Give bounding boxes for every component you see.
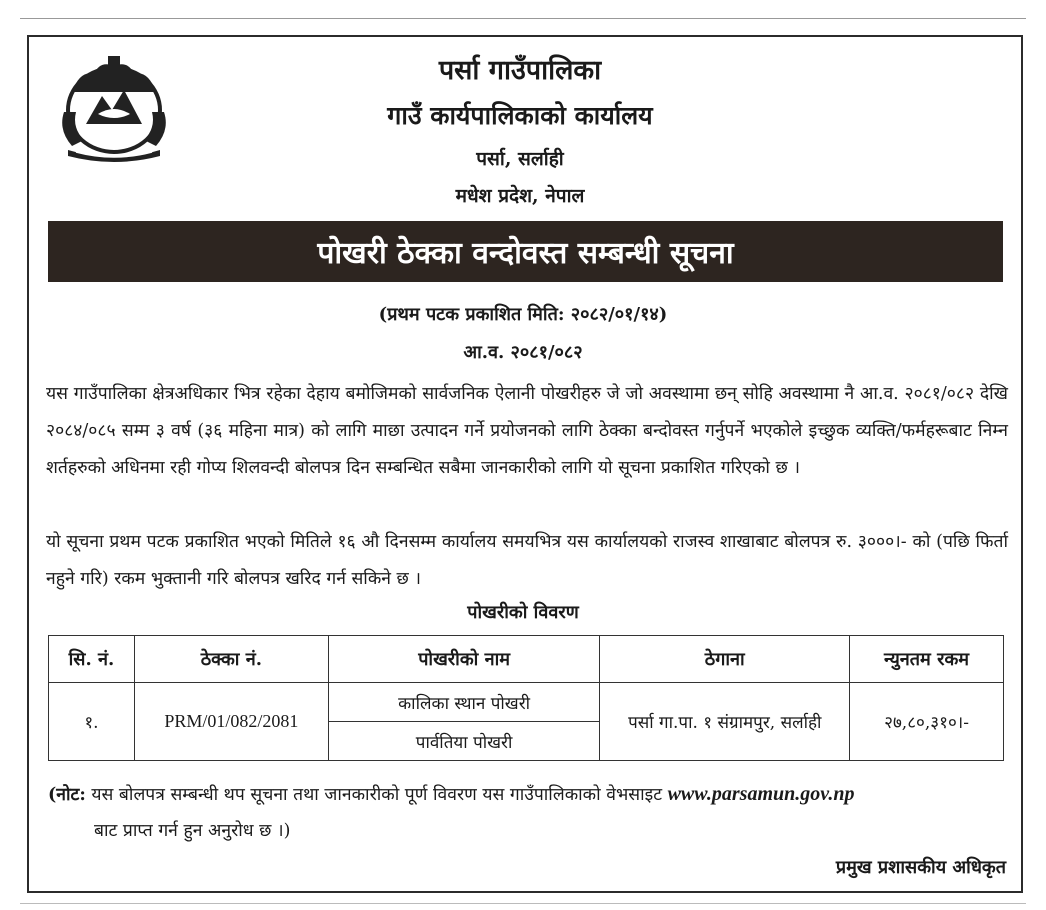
note-text-1: यस बोलपत्र सम्बन्धी थप सूचना तथा जानकारीको पूर्ण विवरण यस गाउँपालिकाको वेभसाइट xyxy=(85,785,668,805)
province-country: मधेश प्रदेश, नेपाल xyxy=(455,185,585,207)
table-row xyxy=(49,683,1004,722)
cell-pond-1: कालिका स्थान पोखरी xyxy=(328,683,600,722)
notice-title: पोखरी ठेक्का वन्दोवस्त सम्बन्धी सूचना xyxy=(317,236,734,271)
cell-pond-2: पार्वतिया पोखरी xyxy=(328,722,600,761)
signatory-title: प्रमुख प्रशासकीय अधिकृत xyxy=(835,857,1006,878)
website-link[interactable]: www.parsamun.gov.np xyxy=(667,783,855,805)
header-min-amount: न्युनतम रकम xyxy=(850,636,1004,683)
cell-address: पर्सा गा.पा. १ संग्रामपुर, सर्लाही xyxy=(600,683,850,761)
cell-contract-no: PRM/01/082/2081 xyxy=(134,683,328,761)
table-caption: पोखरीको विवरण xyxy=(467,602,579,623)
bottom-rule xyxy=(20,903,1026,904)
paragraph-1: यस गाउँपालिका क्षेत्रअधिकार भित्र रहेका देहाय बमोजिमको सार्वजनिक ऐलानी पोखरीहरु जे जो अवस्थामा छन् सोहि अवस्थामा नै आ.व. २०८१/०८२ देखि २०८४/०८५ सम्म ३ वर्ष (३६ महिना मात्र) को लागि माछा उत्पादन गर्ने प्रयोजनको लागि ठेक्का बन्दोवस्त गर्नुपर्ने भएकोले इच्छुक व्यक्ति/फर्महरूबाट निम्न शर्तहरुको अधिनमा रही गोप्य शिलवन्दी बोलपत्र दिन सम्बन्धित सबैमा जानकारीको लागि यो सूचना प्रकाशित गरिएको छ । xyxy=(46,384,1008,478)
office-location: पर्सा, सर्लाही xyxy=(476,148,564,170)
fiscal-year: आ.व. २०८१/०८२ xyxy=(463,342,583,363)
note-lead: (नोट: xyxy=(48,785,86,805)
top-rule xyxy=(20,18,1026,19)
pond-details-table xyxy=(48,635,1004,761)
table-header-row xyxy=(49,636,1004,683)
cell-min-amount: २७,८०,३१०।- xyxy=(850,683,1004,761)
cell-sn: १. xyxy=(49,683,135,761)
header-pond-name: पोखरीको नाम xyxy=(328,636,600,683)
header-contract-no: ठेक्का नं. xyxy=(134,636,328,683)
municipality-name: पर्सा गाउँपालिका xyxy=(438,55,602,86)
nepal-government-emblem-icon xyxy=(50,52,178,164)
header-sn: सि. नं. xyxy=(49,636,135,683)
published-date: (प्रथम पटक प्रकाशित मिति: २०८२/०१/१४) xyxy=(378,304,668,325)
note-block xyxy=(48,776,1008,849)
office-name: गाउँ कार्यपालिकाको कार्यालय xyxy=(387,101,653,130)
paragraph-2: यो सूचना प्रथम पटक प्रकाशित भएको मितिले १६ औ दिनसम्म कार्यालय समयभित्र यस कार्यालयको राजस्व शाखाबाट बोलपत्र रु. ३०००।- को (पछि फिर्ता नहुने गरि) रकम भुक्तानी गरि बोलपत्र खरिद गर्न सकिने छ । xyxy=(46,532,1008,589)
notice-title-banner xyxy=(48,221,1003,282)
note-line-1 xyxy=(48,776,1008,813)
header-address: ठेगाना xyxy=(600,636,850,683)
note-text-2: बाट प्राप्त गर्न हुन अनुरोध छ ।) xyxy=(94,821,291,841)
